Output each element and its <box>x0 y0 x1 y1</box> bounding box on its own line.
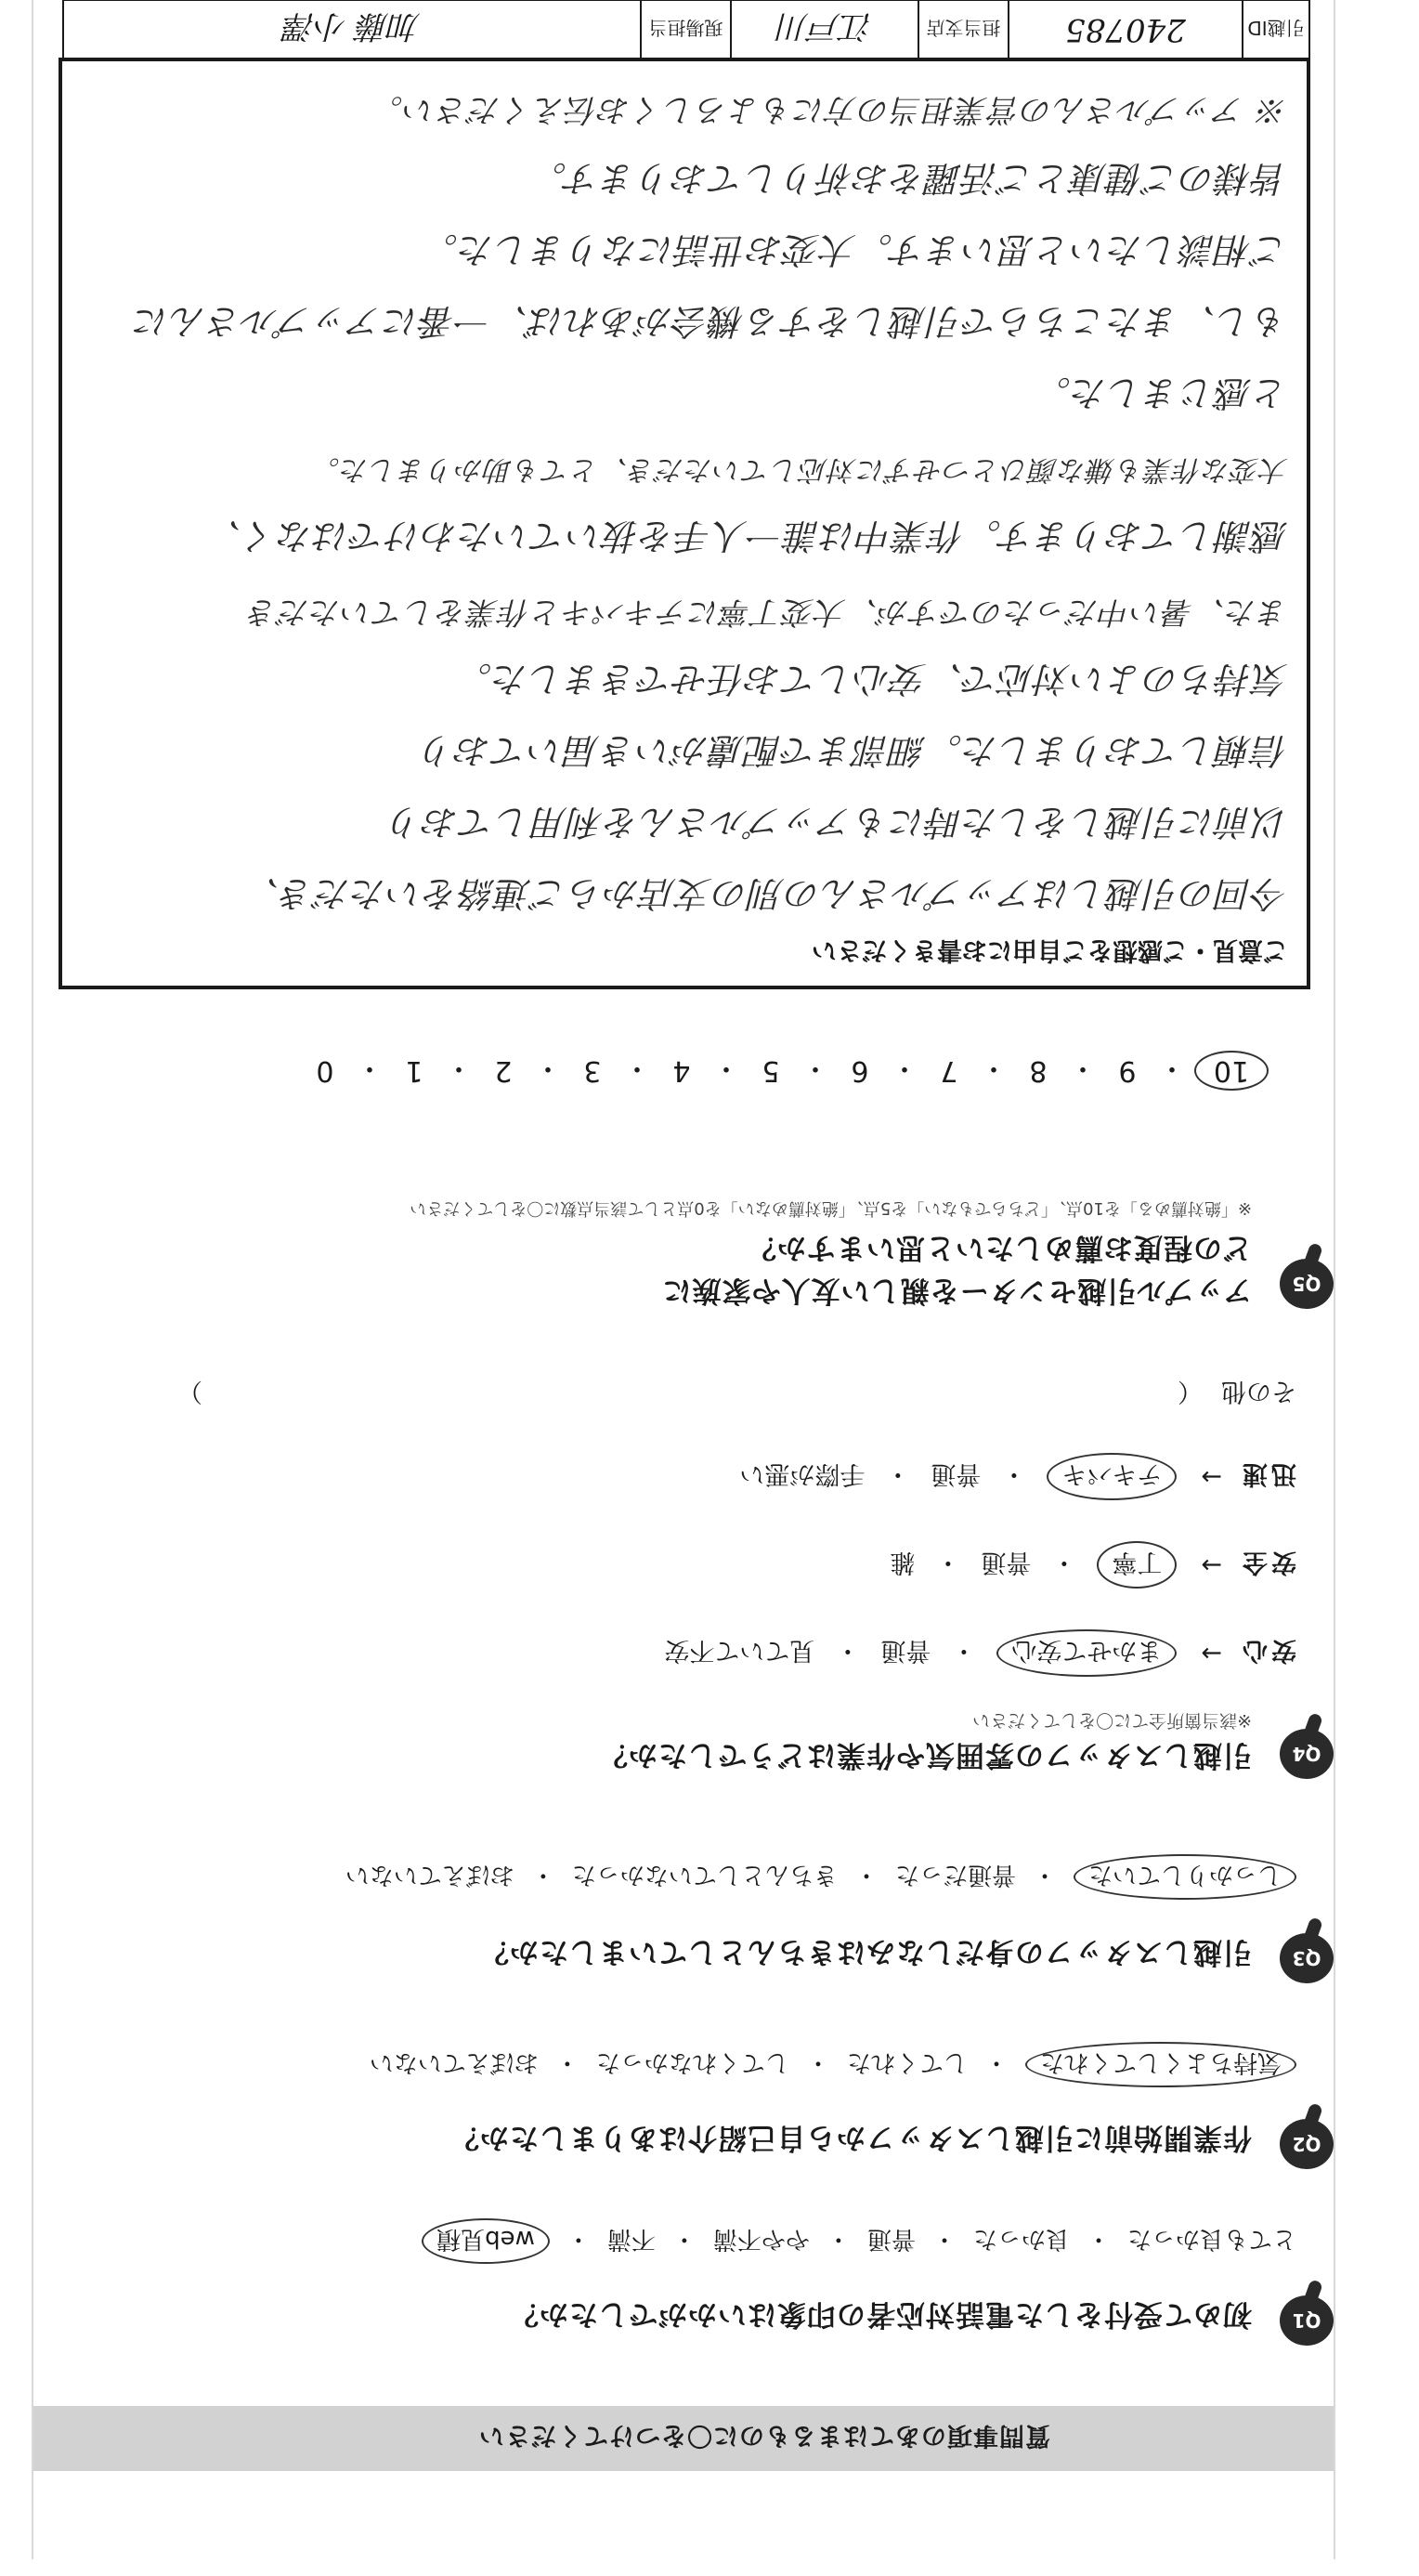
comment-line: 今回の引越しはアップルさんの別の支店からご連絡をいただき、 <box>242 873 1288 914</box>
q5-text-line1: アップル引越センターを親しい友人や家族に <box>661 1274 1252 1307</box>
q4-row-label: 安全 <box>1239 1548 1296 1576</box>
q4-row-jinsoku: 迅速 → テキパキ ・ 普通 ・ 手際が悪い <box>739 1453 1296 1500</box>
q5-scale-value[interactable]: 9 <box>1118 1054 1137 1088</box>
q1-options: とても良かった ・ 良かった ・ 普通 ・ やや不満 ・ 不満 ・ web見積 <box>422 2218 1296 2264</box>
q4-text: 引越しスタッフの雰囲気や作業はどうでしたか？ <box>598 1738 1252 1772</box>
comment-line: もし、またこちらで引越しをする機会があれば、一番にアップルさんに <box>133 301 1288 342</box>
comment-line: と感じました。 <box>1034 373 1288 413</box>
q1-option[interactable]: とても良かった <box>1126 2225 1296 2253</box>
q5-scale-value[interactable]: 2 <box>494 1054 513 1088</box>
q2-option-selected[interactable]: 気持ちよくしてくれた <box>1025 2042 1296 2087</box>
q5-scale-value[interactable]: 4 <box>672 1054 691 1088</box>
q3-options: しっかりしていた ・ 普通だった ・ きちんとしていなかった ・ おぼえていない <box>345 1854 1296 1900</box>
q2-option[interactable]: してくれた <box>846 2048 968 2076</box>
q5-text-line2: どの程度お薦めしたいと思いますか？ <box>747 1231 1252 1264</box>
comment-line: 以前に引越しをした時にもアップルさんを利用しており <box>386 802 1288 843</box>
q1-option[interactable]: やや不満 <box>712 2225 810 2253</box>
q5-scale-value[interactable]: 6 <box>851 1054 869 1088</box>
q1-text: 初めて受付をした電話対応者の印象はいかがでしたか？ <box>509 2297 1252 2331</box>
comment-line: ※ アップルさんの営業担当の方にもよろしくお伝えください。 <box>370 91 1288 128</box>
q4-row-anshin: 安心 → まかせて安心 ・ 普通 ・ 見ていて不安 <box>664 1629 1296 1677</box>
comment-line: 皆様のご健康とご活躍をお祈りしております。 <box>530 158 1288 199</box>
q5-scale-value[interactable]: 5 <box>762 1054 780 1088</box>
comment-line: ご相談したいと思います。大変お世話になりました。 <box>422 229 1288 270</box>
comment-line: 大変な作業も嫌な顔ひとつせずに対応していただき、とても助かりました。 <box>310 453 1288 486</box>
branch-value-cell[interactable]: 江戸川 <box>730 1 918 59</box>
q4-row-option[interactable]: 普通 <box>981 1548 1032 1576</box>
q2-options: 気持ちよくしてくれた ・ してくれた ・ してくれなかった ・ おぼえていない <box>370 2042 1296 2087</box>
survey-form <box>32 0 1335 2559</box>
q4-other-close: ） <box>177 1377 202 1406</box>
instruction-bar <box>33 2406 1334 2471</box>
q2-option[interactable]: おぼえていない <box>369 2048 539 2076</box>
q4-row-option[interactable]: 手際が悪い <box>739 1459 866 1488</box>
q4-row-option[interactable]: 雑 <box>890 1548 916 1576</box>
staff-info-table <box>62 0 1310 60</box>
comment-line: また、暑い中だったのですが、大変丁寧にテキパキと作業をしていただき <box>246 595 1288 631</box>
q5-scale: 10 ・ 9 ・ 8 ・ 7 ・ 6 ・ 5 ・ 4 ・ 3 ・ 2 ・ 1 ・ 0 <box>303 1051 1269 1092</box>
q4-row-option[interactable]: 普通 <box>880 1636 931 1665</box>
branch-label-cell: 担当支店 <box>918 1 1008 59</box>
q1-option[interactable]: 普通 <box>866 2225 916 2253</box>
comment-title: ご意見・ご感想をご自由にお書きください <box>812 935 1288 964</box>
q5-scale-value[interactable]: 7 <box>940 1054 958 1088</box>
q2-badge-icon: Q2 <box>1280 2119 1334 2169</box>
q3-option[interactable]: きちんとしていなかった <box>571 1861 838 1889</box>
q4-other-open: （ <box>1178 1377 1203 1406</box>
comment-line: 信頼しておりました。細部まで配慮がいき届いており <box>418 730 1288 771</box>
q1-option[interactable]: 良かった <box>972 2225 1070 2253</box>
instruction-text: 質問事項のあてはまるものに〇をつけてください <box>478 2421 1050 2451</box>
q5-scale-value[interactable]: 0 <box>316 1054 334 1088</box>
arrow-right-icon: → <box>1201 1462 1222 1491</box>
comment-line: 気持ちのよい対応で、安心してお任せできました。 <box>455 659 1288 700</box>
arrow-right-icon: → <box>1201 1639 1222 1667</box>
q1-badge-icon: Q1 <box>1280 2295 1334 2346</box>
q4-row-anzen: 安全 → 丁寧 ・ 普通 ・ 雑 <box>890 1541 1296 1589</box>
id-label-cell: 引越ID <box>1242 1 1308 59</box>
q4-row-label: 安心 <box>1239 1636 1296 1665</box>
q4-row-option-selected[interactable]: テキパキ <box>1047 1453 1177 1500</box>
q4-row-option-selected[interactable]: 丁寧 <box>1097 1541 1177 1589</box>
q4-badge-icon: Q4 <box>1280 1729 1334 1779</box>
q2-text: 作業開始前に引越しスタッフから自己紹介はありましたか？ <box>449 2121 1252 2154</box>
q5-scale-value[interactable]: 1 <box>405 1054 423 1088</box>
q3-badge-icon: Q3 <box>1280 1933 1334 1983</box>
leader-value-cell[interactable]: 加藤 小澤 <box>283 7 421 46</box>
q3-option[interactable]: 普通だった <box>894 1861 1016 1889</box>
id-value-cell[interactable]: 240785 <box>1008 1 1242 59</box>
q1-option-selected[interactable]: web見積 <box>422 2218 550 2264</box>
q3-option[interactable]: おぼえていない <box>345 1861 514 1889</box>
q4-row-option-selected[interactable]: まかせて安心 <box>996 1629 1177 1677</box>
q2-option[interactable]: してくれなかった <box>595 2048 789 2076</box>
q4-row-label: 迅速 <box>1239 1459 1296 1488</box>
q5-badge-icon: Q5 <box>1280 1259 1334 1309</box>
comment-box[interactable] <box>59 58 1310 989</box>
q4-other <box>89 1376 1296 1412</box>
q1-option[interactable]: 不満 <box>606 2225 656 2253</box>
q5-scale-selected[interactable]: 10 <box>1194 1052 1269 1092</box>
q4-note: ※該当箇所全てに〇をしてください <box>972 1710 1252 1731</box>
q5-scale-value[interactable]: 8 <box>1029 1054 1048 1088</box>
leader-label-cell: 現場担当 <box>640 1 730 59</box>
q4-row-option[interactable]: 普通 <box>931 1459 982 1488</box>
comment-line: 感謝しております。作業中は誰一人手を抜いていたわけではなく、 <box>204 516 1288 556</box>
q3-option-selected[interactable]: しっかりしていた <box>1074 1854 1296 1900</box>
arrow-right-icon: → <box>1201 1550 1222 1579</box>
q3-text: 引越しスタッフの身だしなみはきちんとしていましたか？ <box>479 1935 1252 1968</box>
q5-scale-value[interactable]: 3 <box>583 1054 602 1088</box>
q5-note: ※「絶対薦める」を10点、「どちらでもない」を5点、「絶対薦めない」を0点として該当点数に〇をしてください <box>410 1198 1252 1218</box>
q4-row-option[interactable]: 見ていて不安 <box>664 1636 815 1665</box>
q4-other-label: その他 <box>1221 1377 1296 1406</box>
